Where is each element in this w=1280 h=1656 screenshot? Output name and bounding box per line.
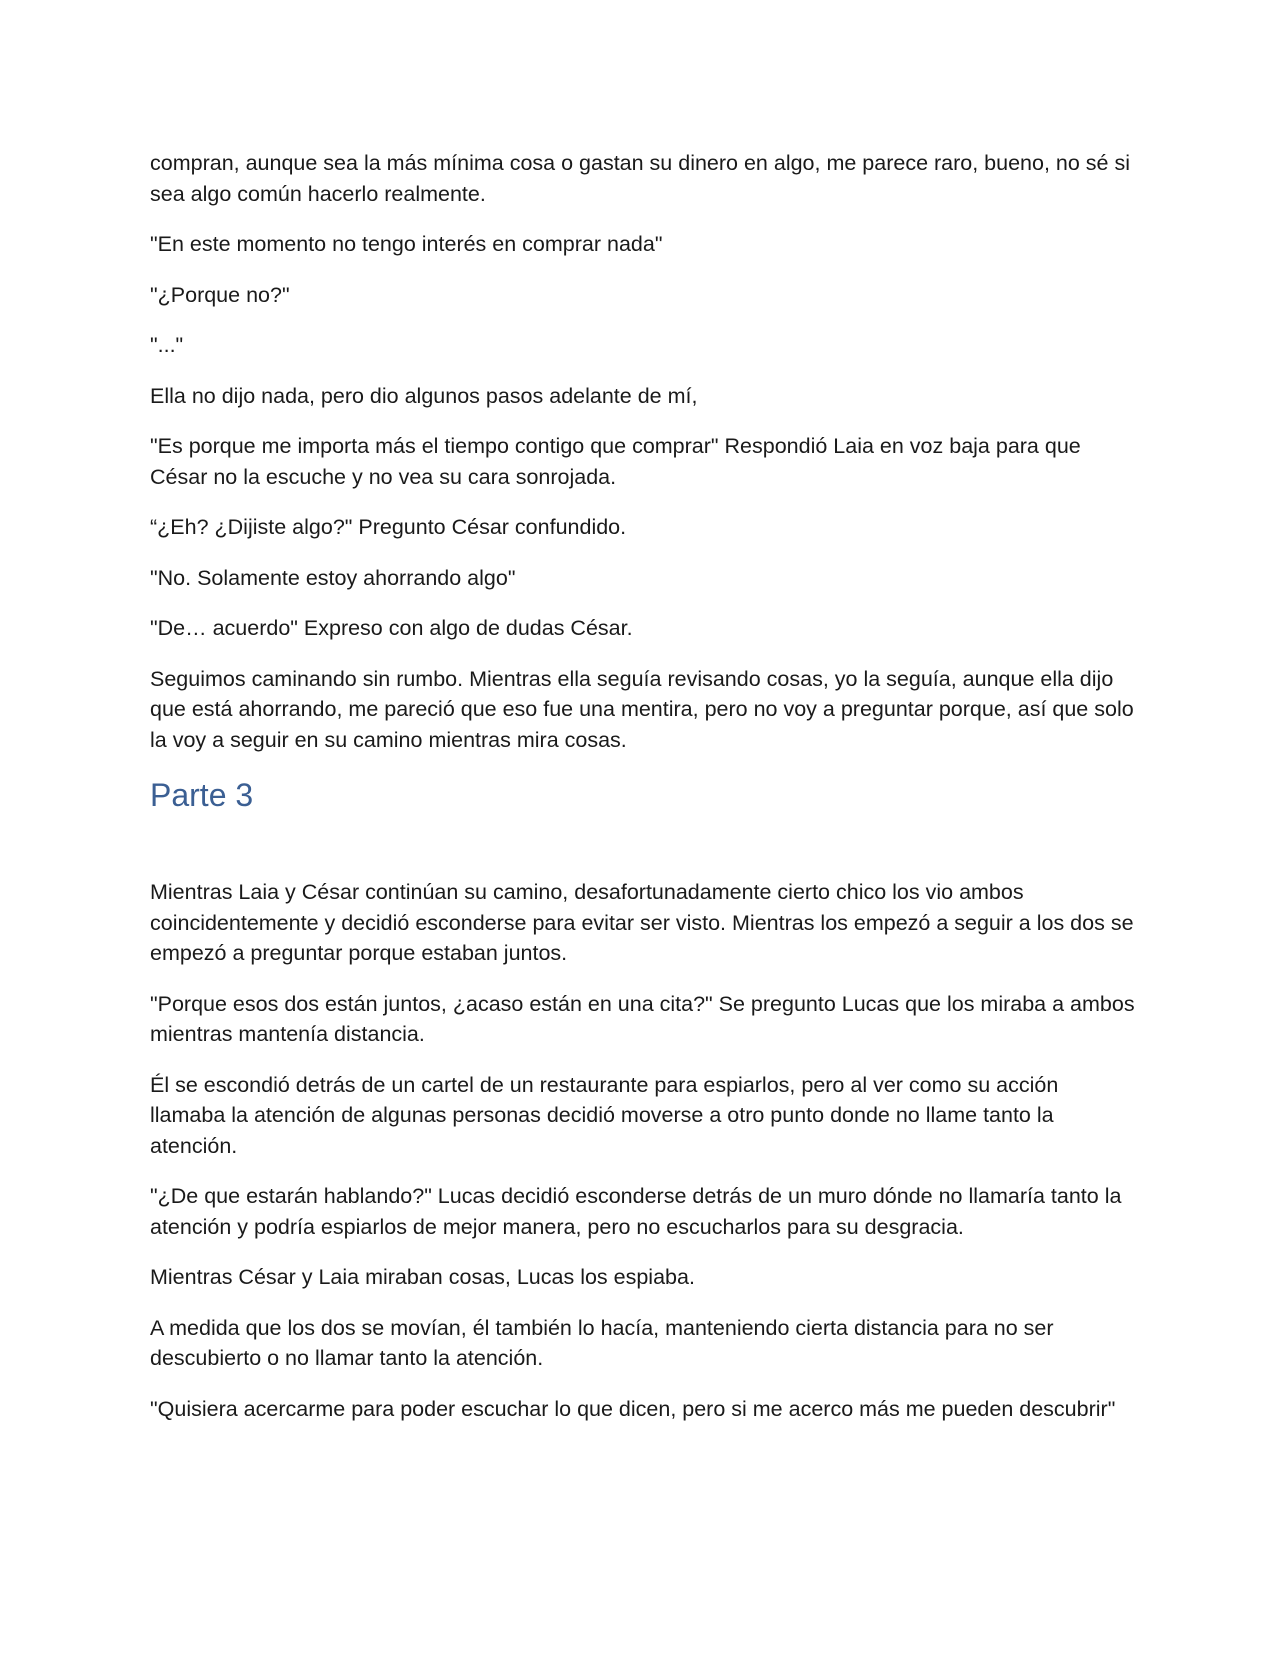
paragraph: Ella no dijo nada, pero dio algunos pasos adelante de mí, [150, 383, 698, 408]
paragraph: "Porque esos dos están juntos, ¿acaso están en una cita?" Se pregunto Lucas que los miraba a ambos mientras mantenía distancia. [150, 991, 1135, 1046]
paragraph: "Es porque me importa más el tiempo contigo que comprar" Respondió Laia en voz baja para que César no la escuche y no vea su cara sonrojada. [150, 434, 1081, 489]
document-body [150, 148, 1135, 1444]
paragraph: "¿De que estarán hablando?" Lucas decidió esconderse detrás de un muro dónde no llamaría tanto la atención y podría espiarlos de mejor manera, pero no escucharlos para su desgracia. [150, 1184, 1122, 1239]
paragraph: Él se escondió detrás de un cartel de un restaurante para espiarlos, pero al ver como su acción llamaba la atención de algunas personas decidió moverse a otro punto donde no llame tanto la atención. [150, 1072, 1059, 1158]
paragraph: "En este momento no tengo interés en comprar nada" [150, 232, 663, 256]
section-heading: Parte 3 [150, 777, 254, 813]
paragraph: "..." [150, 333, 184, 357]
paragraph: “¿Eh? ¿Dijiste algo?" Pregunto César confundido. [150, 515, 627, 539]
paragraph: Mientras César y Laia miraban cosas, Lucas los espiaba. [150, 1265, 695, 1289]
paragraph: compran, aunque sea la más mínima cosa o gastan su dinero en algo, me parece raro, bueno, no sé si sea algo común hacerlo realmente. [150, 151, 1131, 206]
paragraph: "De… acuerdo" Expreso con algo de dudas César. [150, 616, 633, 640]
paragraph: Mientras Laia y César continúan su camino, desafortunadamente cierto chico los vio ambos coincidentemente y decidió esconderse para evitar ser visto. Mientras los empezó a seguir a los dos se empezó a preguntar porque estaban juntos. [150, 880, 1134, 965]
paragraph: Seguimos caminando sin rumbo. Mientras ella seguía revisando cosas, yo la seguía, aunque ella dijo que está ahorrando, me pareció que eso fue una mentira, pero no voy a preguntar porque, así que solo la voy a seguir en su camino mientras mira cosas. [150, 666, 1134, 752]
paragraph: A medida que los dos se movían, él también lo hacía, manteniendo cierta distancia para no ser descubierto o no llamar tanto la atención. [150, 1315, 1054, 1370]
paragraph: "Quisiera acercarme para poder escuchar lo que dicen, pero si me acerco más me pueden descubrir" [150, 1396, 1116, 1421]
paragraph: "No. Solamente estoy ahorrando algo" [150, 565, 516, 590]
paragraph: "¿Porque no?" [150, 282, 290, 307]
